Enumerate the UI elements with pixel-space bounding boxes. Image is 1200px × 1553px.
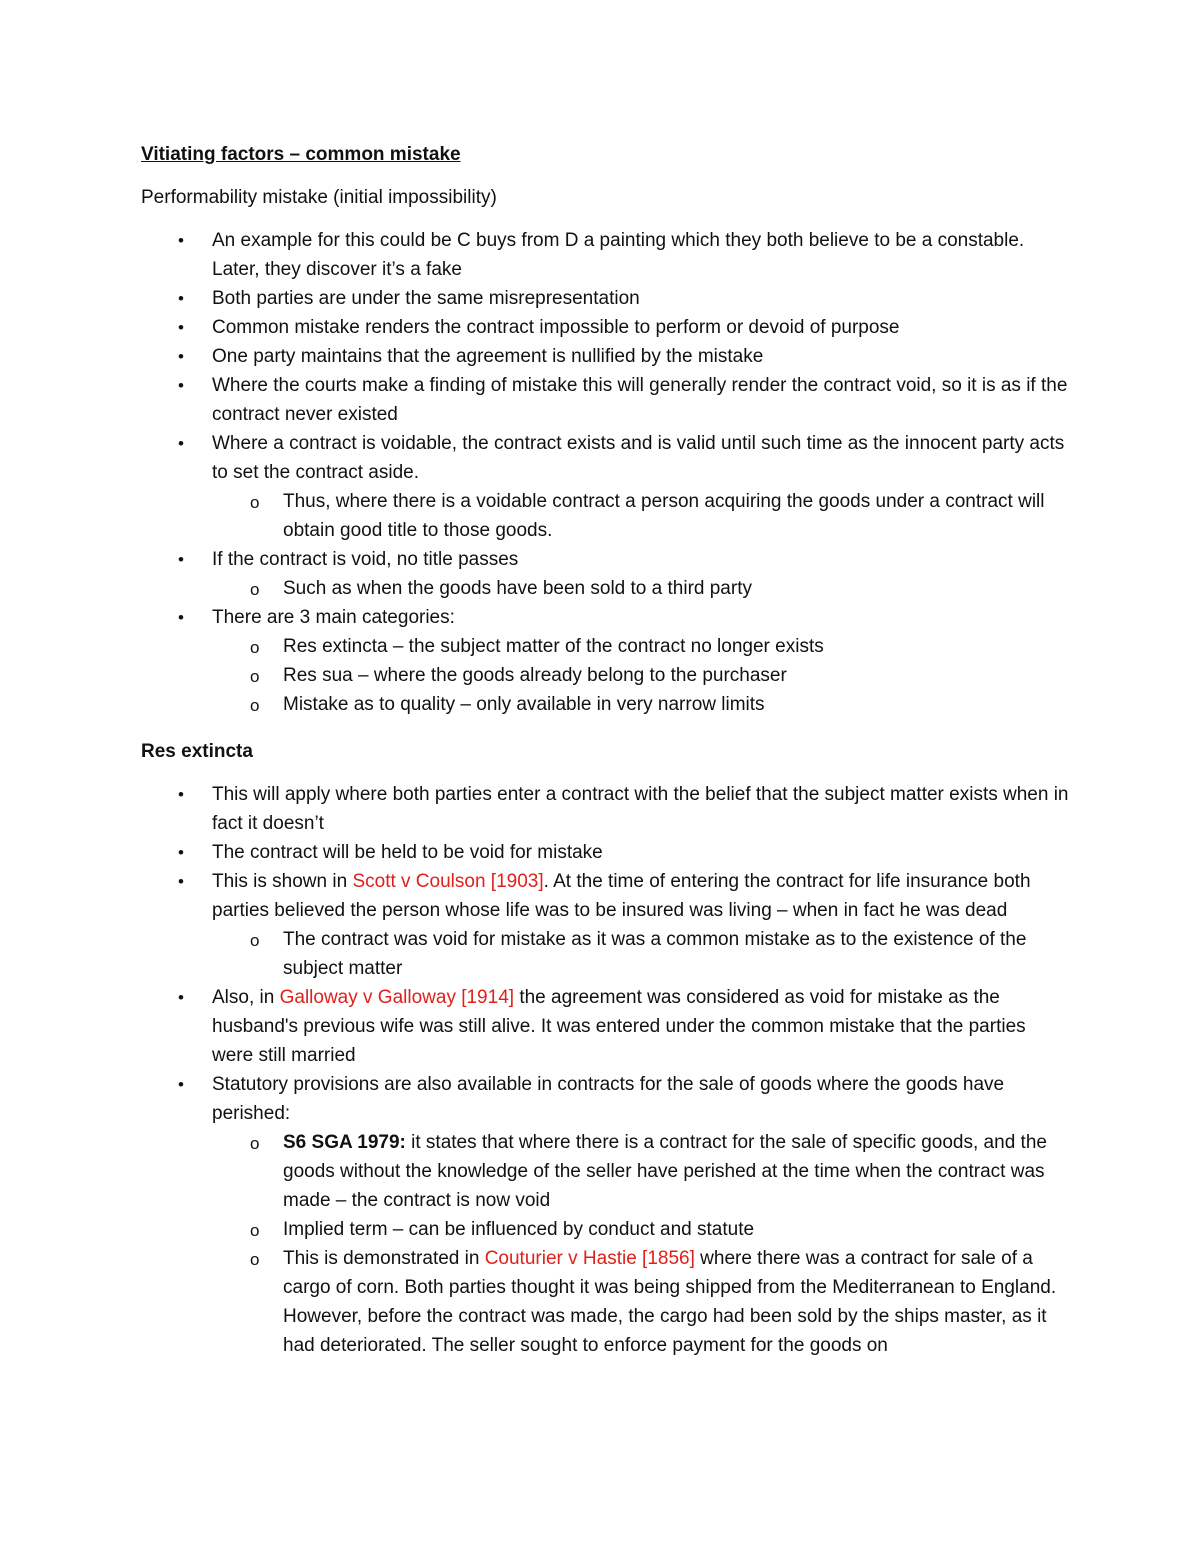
text-run: where there was a contract for sale of a cargo of corn. Both parties thought it was being shipped from the Mediterranean to England. However, before the contract was made, the cargo had been sold by the ships master, as it had deteriorated. The seller sought to enforce payment for the goods on — [283, 1248, 1057, 1356]
sub-list — [212, 632, 1071, 719]
list-item-text — [212, 871, 1031, 921]
circle-bullet-icon: o — [250, 667, 260, 686]
bullet-icon: • — [178, 785, 184, 804]
text-run: . At the time of entering the contract for life insurance both parties believed the person whose life was to be insured was living – when in fact he was dead — [212, 871, 1031, 921]
text-run: This is demonstrated in — [283, 1248, 485, 1269]
circle-bullet-icon: o — [250, 1134, 260, 1153]
list-item — [141, 780, 1071, 838]
case-citation-galloway-v-galloway: Galloway v Galloway [1914] — [279, 987, 515, 1008]
bullet-icon: • — [178, 318, 184, 337]
bullet-icon: • — [178, 608, 184, 627]
list-item-text: One party maintains that the agreement is nullified by the mistake — [212, 346, 764, 367]
sub-list — [212, 1128, 1071, 1360]
list-item — [141, 284, 1071, 313]
sub-list-item-text: Thus, where there is a voidable contract a person acquiring the goods under a contract will obtain good title to those goods. — [283, 491, 1045, 541]
list-item-text: Both parties are under the same misrepresentation — [212, 288, 640, 309]
list-item — [141, 983, 1071, 1070]
bullet-icon: • — [178, 289, 184, 308]
text-run: the agreement was considered as void for mistake as the husband's previous wife was still alive. It was entered under the common mistake that the parties were still married — [212, 987, 1026, 1066]
sub-list-item — [212, 574, 1071, 603]
case-citation-couturier-v-hastie: Couturier v Hastie [1856] — [484, 1248, 695, 1269]
list-item — [141, 429, 1071, 545]
bullet-icon: • — [178, 872, 184, 891]
bullet-icon: • — [178, 550, 184, 569]
circle-bullet-icon: o — [250, 580, 260, 599]
text-run: This is shown in — [212, 871, 353, 892]
sub-list-item-text — [283, 1248, 1056, 1356]
sub-list-item-text: Implied term – can be influenced by conduct and statute — [283, 1219, 755, 1240]
case-citation-scott-v-coulson: Scott v Coulson [1903] — [352, 871, 544, 892]
sub-list-item-text: Mistake as to quality – only available in very narrow limits — [283, 694, 765, 715]
circle-bullet-icon: o — [250, 1221, 260, 1240]
bullet-icon: • — [178, 376, 184, 395]
sub-list-item — [212, 1244, 1071, 1360]
sub-list — [212, 487, 1071, 545]
sub-list-item-text: Res sua – where the goods already belong to the purchaser — [283, 665, 787, 686]
list-item — [141, 313, 1071, 342]
bullet-list-performability — [141, 226, 1071, 719]
list-item-text: Where the courts make a finding of mistake this will generally render the contract void, so it is as if the contract never existed — [212, 375, 1068, 425]
text-run: Also, in — [212, 987, 280, 1008]
list-item — [141, 226, 1071, 284]
sub-list-item — [212, 661, 1071, 690]
list-item-text: This will apply where both parties enter a contract with the belief that the subject matter exists when in fact it doesn’t — [212, 784, 1069, 834]
sub-list-item-text: Such as when the goods have been sold to a third party — [283, 578, 752, 599]
sub-list-item — [212, 1128, 1071, 1215]
sub-list-item — [212, 925, 1071, 983]
bullet-icon: • — [178, 347, 184, 366]
list-item — [141, 1070, 1071, 1360]
circle-bullet-icon: o — [250, 696, 260, 715]
section-heading-res-extincta: Res extincta — [141, 741, 253, 762]
statute-reference: S6 SGA 1979: — [283, 1132, 406, 1153]
bullet-icon: • — [178, 1075, 184, 1094]
list-item — [141, 371, 1071, 429]
section-heading-performability: Performability mistake (initial impossibility) — [141, 187, 497, 208]
list-item — [141, 603, 1071, 719]
list-item-text: There are 3 main categories: — [212, 607, 455, 628]
bullet-list-res-extincta — [141, 780, 1071, 1360]
bullet-icon: • — [178, 434, 184, 453]
list-item — [141, 867, 1071, 983]
document-body — [141, 140, 1071, 1378]
circle-bullet-icon: o — [250, 1250, 260, 1269]
sub-list — [212, 925, 1071, 983]
list-item — [141, 838, 1071, 867]
text-run: it states that where there is a contract for the sale of specific goods, and the goods without the knowledge of the seller have perished at the time when the contract was made – the contract is now void — [283, 1132, 1047, 1211]
sub-list-item — [212, 690, 1071, 719]
circle-bullet-icon: o — [250, 638, 260, 657]
list-item-text: Statutory provisions are also available in contracts for the sale of goods where the goods have perished: — [212, 1074, 1005, 1124]
bullet-icon: • — [178, 843, 184, 862]
sub-list-item-text: The contract was void for mistake as it was a common mistake as to the existence of the subject matter — [283, 929, 1027, 979]
sub-list-item — [212, 632, 1071, 661]
sub-list-item-text: Res extincta – the subject matter of the contract no longer exists — [283, 636, 824, 657]
list-item-text: Where a contract is voidable, the contract exists and is valid until such time as the innocent party acts to set the contract aside. — [212, 433, 1065, 483]
bullet-icon: • — [178, 231, 184, 250]
list-item — [141, 545, 1071, 603]
sub-list-item-text — [283, 1132, 1047, 1211]
list-item-text: Common mistake renders the contract impossible to perform or devoid of purpose — [212, 317, 900, 338]
circle-bullet-icon: o — [250, 931, 260, 950]
list-item-text — [212, 987, 1026, 1066]
circle-bullet-icon: o — [250, 493, 260, 512]
sub-list-item — [212, 487, 1071, 545]
list-item-text: An example for this could be C buys from D a painting which they both believe to be a constable. Later, they discover it’s a fake — [212, 230, 1025, 280]
list-item-text: If the contract is void, no title passes — [212, 549, 519, 570]
list-item-text: The contract will be held to be void for mistake — [212, 842, 603, 863]
sub-list — [212, 574, 1071, 603]
list-item — [141, 342, 1071, 371]
document-title: Vitiating factors – common mistake — [141, 144, 461, 165]
sub-list-item — [212, 1215, 1071, 1244]
bullet-icon: • — [178, 988, 184, 1007]
